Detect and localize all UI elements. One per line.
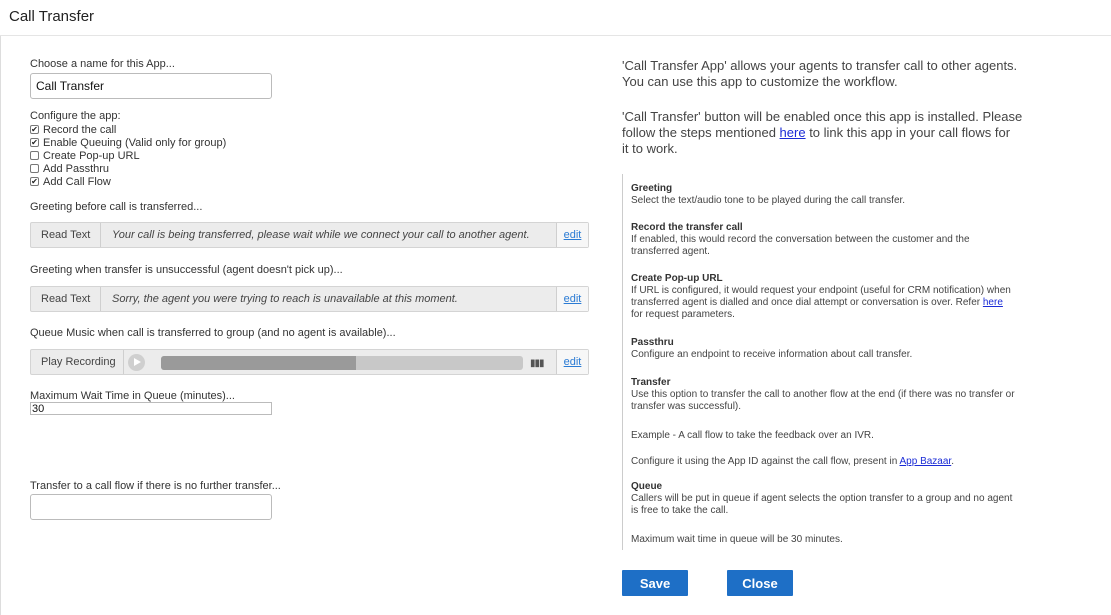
intro-line [622,125,1062,141]
window-title-bar [0,0,1111,36]
help-body: If URL is configured, it would request your endpoint (useful for CRM notification) when [631,285,1011,296]
intro-line: 'Call Transfer App' allows your agents to transfer call to other agents. [622,58,1018,73]
intro-paragraph-2 [622,109,1062,157]
help-title: Transfer [631,377,671,388]
help-body: Configure an endpoint to receive information about call transfer. [631,349,913,360]
checkbox-enable-queuing[interactable]: ✔ [31,137,38,147]
audio-menu-icon[interactable]: ▮▮▮ [530,358,544,369]
intro-text: follow the steps mentioned [622,125,780,140]
queue-music-edit-link[interactable]: edit [556,350,588,374]
option-label: Enable Queuing (Valid only for group) [43,136,227,149]
option-enable-queuing[interactable] [30,136,226,149]
checkbox-add-call-flow[interactable]: ✔ [31,176,38,186]
app-name-label: Choose a name for this App... [30,58,175,70]
configure-label: Configure the app: [30,110,121,122]
help-body: If enabled, this would record the conversation between the customer and the [631,234,970,245]
help-title: Queue [631,481,663,492]
app-bazaar-link[interactable]: App Bazaar [899,456,952,467]
window-title: Call Transfer [9,8,95,25]
greeting-type[interactable]: Read Text [31,223,101,247]
unsuccessful-text: Sorry, the agent you were trying to reach is unavailable at this moment. [112,293,458,305]
option-label: Add Passthru [43,162,110,175]
queue-music-type[interactable]: Play Recording [31,350,124,374]
help-transfer [631,377,1061,413]
unsuccessful-label: Greeting when transfer is unsuccessful (agent doesn't pick up)... [30,264,343,276]
help-body: transfer was successful). [631,401,742,412]
intro-paragraph-1 [622,58,1062,90]
app-name-input[interactable] [30,73,272,99]
help-text: . [951,456,954,467]
help-text: transferred agent is dialled and once dial attempt or conversation is over. Refer [631,297,983,308]
unsuccessful-bar [30,286,589,312]
option-add-passthru[interactable] [30,162,226,175]
here-link[interactable]: here [779,125,806,140]
audio-progress-fill [161,356,356,370]
request-params-link[interactable]: here [982,297,1003,308]
greeting-label: Greeting before call is transferred... [30,201,203,213]
greeting-edit-link[interactable]: edit [556,223,588,247]
greeting-bar [30,222,589,248]
help-greeting [631,183,1061,207]
help-passthru [631,337,1061,361]
help-body: transferred agent. [631,246,710,257]
option-label: Record the call [43,123,117,136]
help-title: Greeting [631,183,673,194]
help-popup [631,273,1061,321]
play-icon[interactable] [128,354,145,371]
help-queue-max: Maximum wait time in queue will be 30 minutes. [631,534,843,545]
transfer-flow-label: Transfer to a call flow if there is no further transfer... [30,480,281,492]
intro-text: to link this app in your call flows for [805,125,1011,140]
max-wait-input[interactable] [30,402,272,415]
help-body [631,297,1061,309]
save-button[interactable]: Save [622,570,688,596]
option-label: Add Call Flow [43,175,111,188]
help-title: Passthru [631,337,674,348]
queue-music-label: Queue Music when call is transferred to group (and no agent is available)... [30,327,396,339]
help-queue [631,481,1061,517]
intro-line: 'Call Transfer' button will be enabled once this app is installed. Please [622,109,1023,124]
unsuccessful-edit-link[interactable]: edit [556,287,588,311]
config-options [30,123,226,188]
audio-progress-bar[interactable] [161,356,523,370]
help-body: is free to take the call. [631,505,729,516]
greeting-text: Your call is being transferred, please wait while we connect your call to another agent. [112,229,530,241]
help-body: for request parameters. [631,309,735,320]
checkbox-add-passthru[interactable] [30,164,39,173]
checkbox-create-popup-url[interactable] [30,151,39,160]
help-title: Create Pop-up URL [631,273,723,284]
help-configure [631,456,1061,468]
checkbox-record-call[interactable]: ✔ [31,124,38,134]
queue-music-bar [30,349,589,375]
help-body: Select the text/audio tone to be played during the call transfer. [631,195,906,206]
option-add-call-flow[interactable] [30,175,226,188]
help-example: Example - A call flow to take the feedback over an IVR. [631,430,874,441]
max-wait-label: Maximum Wait Time in Queue (minutes)... [30,390,235,402]
help-record [631,222,1061,258]
option-label: Create Pop-up URL [43,149,140,162]
unsuccessful-type[interactable]: Read Text [31,287,101,311]
close-button[interactable]: Close [727,570,793,596]
intro-line: it to work. [622,141,678,156]
help-panel [622,174,1064,550]
option-record-call[interactable] [30,123,226,136]
help-body: Use this option to transfer the call to another flow at the end (if there was no transfer or [631,389,1015,400]
help-body: Callers will be put in queue if agent selects the option transfer to a group and no agent [631,493,1013,504]
transfer-flow-input[interactable] [30,494,272,520]
help-title: Record the transfer call [631,222,743,233]
option-create-popup-url[interactable] [30,149,226,162]
help-text: Configure it using the App ID against the call flow, present in [631,456,900,467]
intro-line: You can use this app to customize the workflow. [622,74,898,89]
